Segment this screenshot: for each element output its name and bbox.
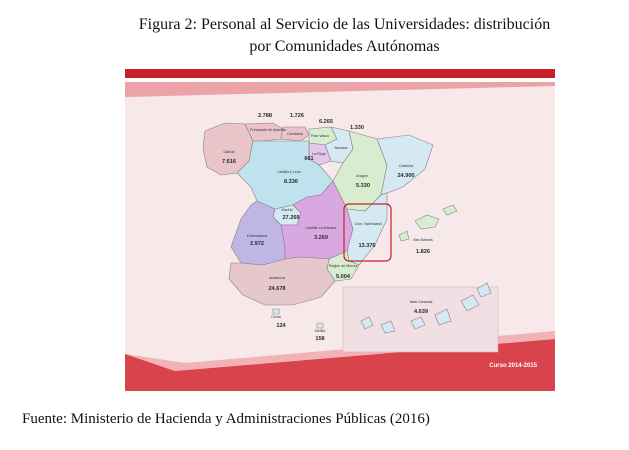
region-value-cantabria: 1.726 [290, 113, 304, 119]
source-note: Fuente: Ministerio de Hacienda y Administraciones Públicas (2016) [22, 411, 430, 427]
region-value-asturias: 2.788 [258, 113, 272, 119]
region-name-galicia: Galicia [223, 150, 235, 154]
region-value-la-rioja: 661 [304, 156, 314, 162]
region-value-andalucia: 24.678 [268, 286, 286, 292]
region-value-navarra: 1.330 [350, 125, 364, 131]
top-pink-wedge [125, 82, 555, 97]
figure-caption-line-1: Figura 2: Personal al Servicio de las Universidades: distribución [138, 16, 551, 33]
region-name-andalucia: Andalucía [269, 276, 285, 280]
region-name-cantabria: Cantabria [287, 132, 303, 136]
region-melilla[interactable] [317, 323, 323, 328]
region-name-extremadura: Extremadura [246, 234, 268, 238]
region-value-murcia: 5.004 [336, 274, 350, 280]
region-value-ceuta: 124 [276, 323, 286, 329]
region-name-ceuta: Ceuta [271, 315, 281, 319]
region-value-castilla-mancha: 3.269 [314, 235, 328, 241]
figure-caption-line-2: por Comunidades Autónomas [249, 38, 440, 55]
region-name-canarias: Islas Canarias [409, 300, 433, 304]
region-name-la-rioja: La Rioja [312, 152, 326, 156]
region-name-madrid: Madrid [281, 208, 293, 212]
region-andalucia[interactable] [229, 257, 335, 305]
region-name-murcia: Región de Murcia [328, 264, 358, 268]
spain-map [125, 69, 555, 391]
region-value-melilla: 158 [315, 336, 325, 342]
region-value-c-valenciana: 13.376 [358, 243, 376, 249]
course-label: Curso 2014-2015 [489, 363, 537, 369]
region-name-cataluna: Cataluña [398, 164, 414, 168]
region-name-navarra: Navarra [334, 146, 348, 150]
region-name-asturias: Principado de Asturias [250, 128, 286, 132]
region-value-galicia: 7.616 [222, 159, 236, 165]
region-name-melilla: Melilla [314, 329, 326, 333]
region-value-cataluna: 24.900 [397, 173, 415, 179]
region-name-baleares: Illes Balears [413, 238, 433, 242]
region-baleares[interactable] [399, 205, 457, 241]
region-value-madrid: 27.269 [282, 215, 300, 221]
region-value-baleares: 1.826 [416, 249, 430, 255]
top-white-band [125, 78, 555, 82]
region-value-canarias: 4.639 [414, 309, 428, 315]
region-value-extremadura: 2.972 [250, 241, 264, 247]
region-name-castilla-leon: Castilla y León [277, 170, 301, 174]
top-red-band [125, 69, 555, 78]
region-ceuta[interactable] [273, 309, 279, 314]
region-name-pais-vasco: País Vasco [311, 134, 329, 138]
map-slide [125, 69, 555, 391]
region-value-pais-vasco: 6.265 [319, 119, 333, 125]
region-name-castilla-mancha: Castilla-La Mancha [305, 226, 337, 230]
region-name-aragon: Aragón [356, 174, 368, 178]
region-name-c-valenciana: Com. Valenciana [354, 222, 382, 226]
region-value-castilla-leon: 8.336 [284, 179, 298, 185]
region-value-aragon: 5.330 [356, 183, 370, 189]
